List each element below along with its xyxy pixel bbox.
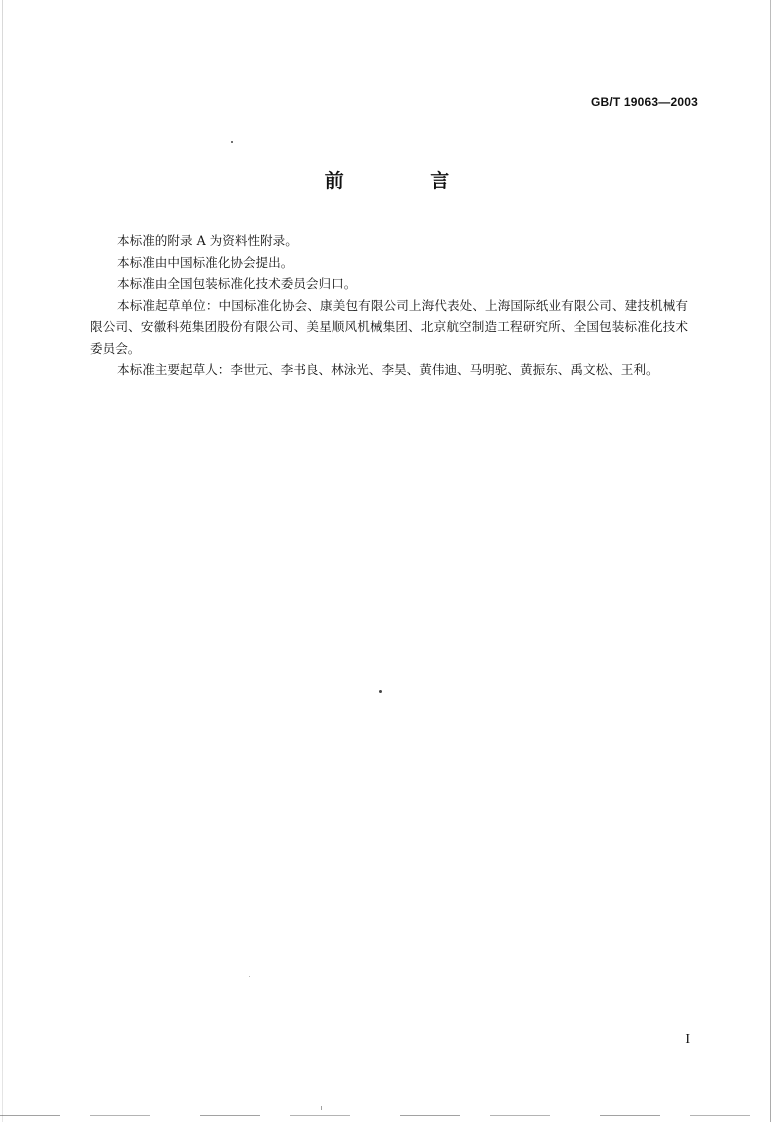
scan-speck <box>231 141 233 143</box>
page-title: 前 言 <box>324 170 490 192</box>
scan-edge-bottom <box>0 1115 774 1116</box>
scan-speck <box>249 976 250 977</box>
scan-speck <box>379 690 382 693</box>
paragraph-drafting-units: 本标准起草单位：中国标准化协会、康美包有限公司上海代表处、上海国际纸业有限公司、建技机械有限公司、安徽科苑集团股份有限公司、美星顺风机械集团、北京航空制造工程研究所、全国包装标准化技术委员会。 <box>90 297 688 356</box>
paragraph-administrator: 本标准由全国包装标准化技术委员会归口。 <box>117 276 357 291</box>
paragraph-appendix: 本标准的附录 A 为资料性附录。 <box>117 233 298 248</box>
paragraph-drafters: 本标准主要起草人：李世元、李书良、林泳光、李昊、黄伟迪、马明驼、黄振东、禹文松、王利。 <box>117 362 659 377</box>
page-number: I <box>685 1032 690 1047</box>
scan-speck <box>321 1106 322 1110</box>
standard-number: GB/T 19063—2003 <box>590 95 698 109</box>
foreword-body <box>90 230 688 381</box>
paragraph-proposer: 本标准由中国标准化协会提出。 <box>117 254 294 270</box>
